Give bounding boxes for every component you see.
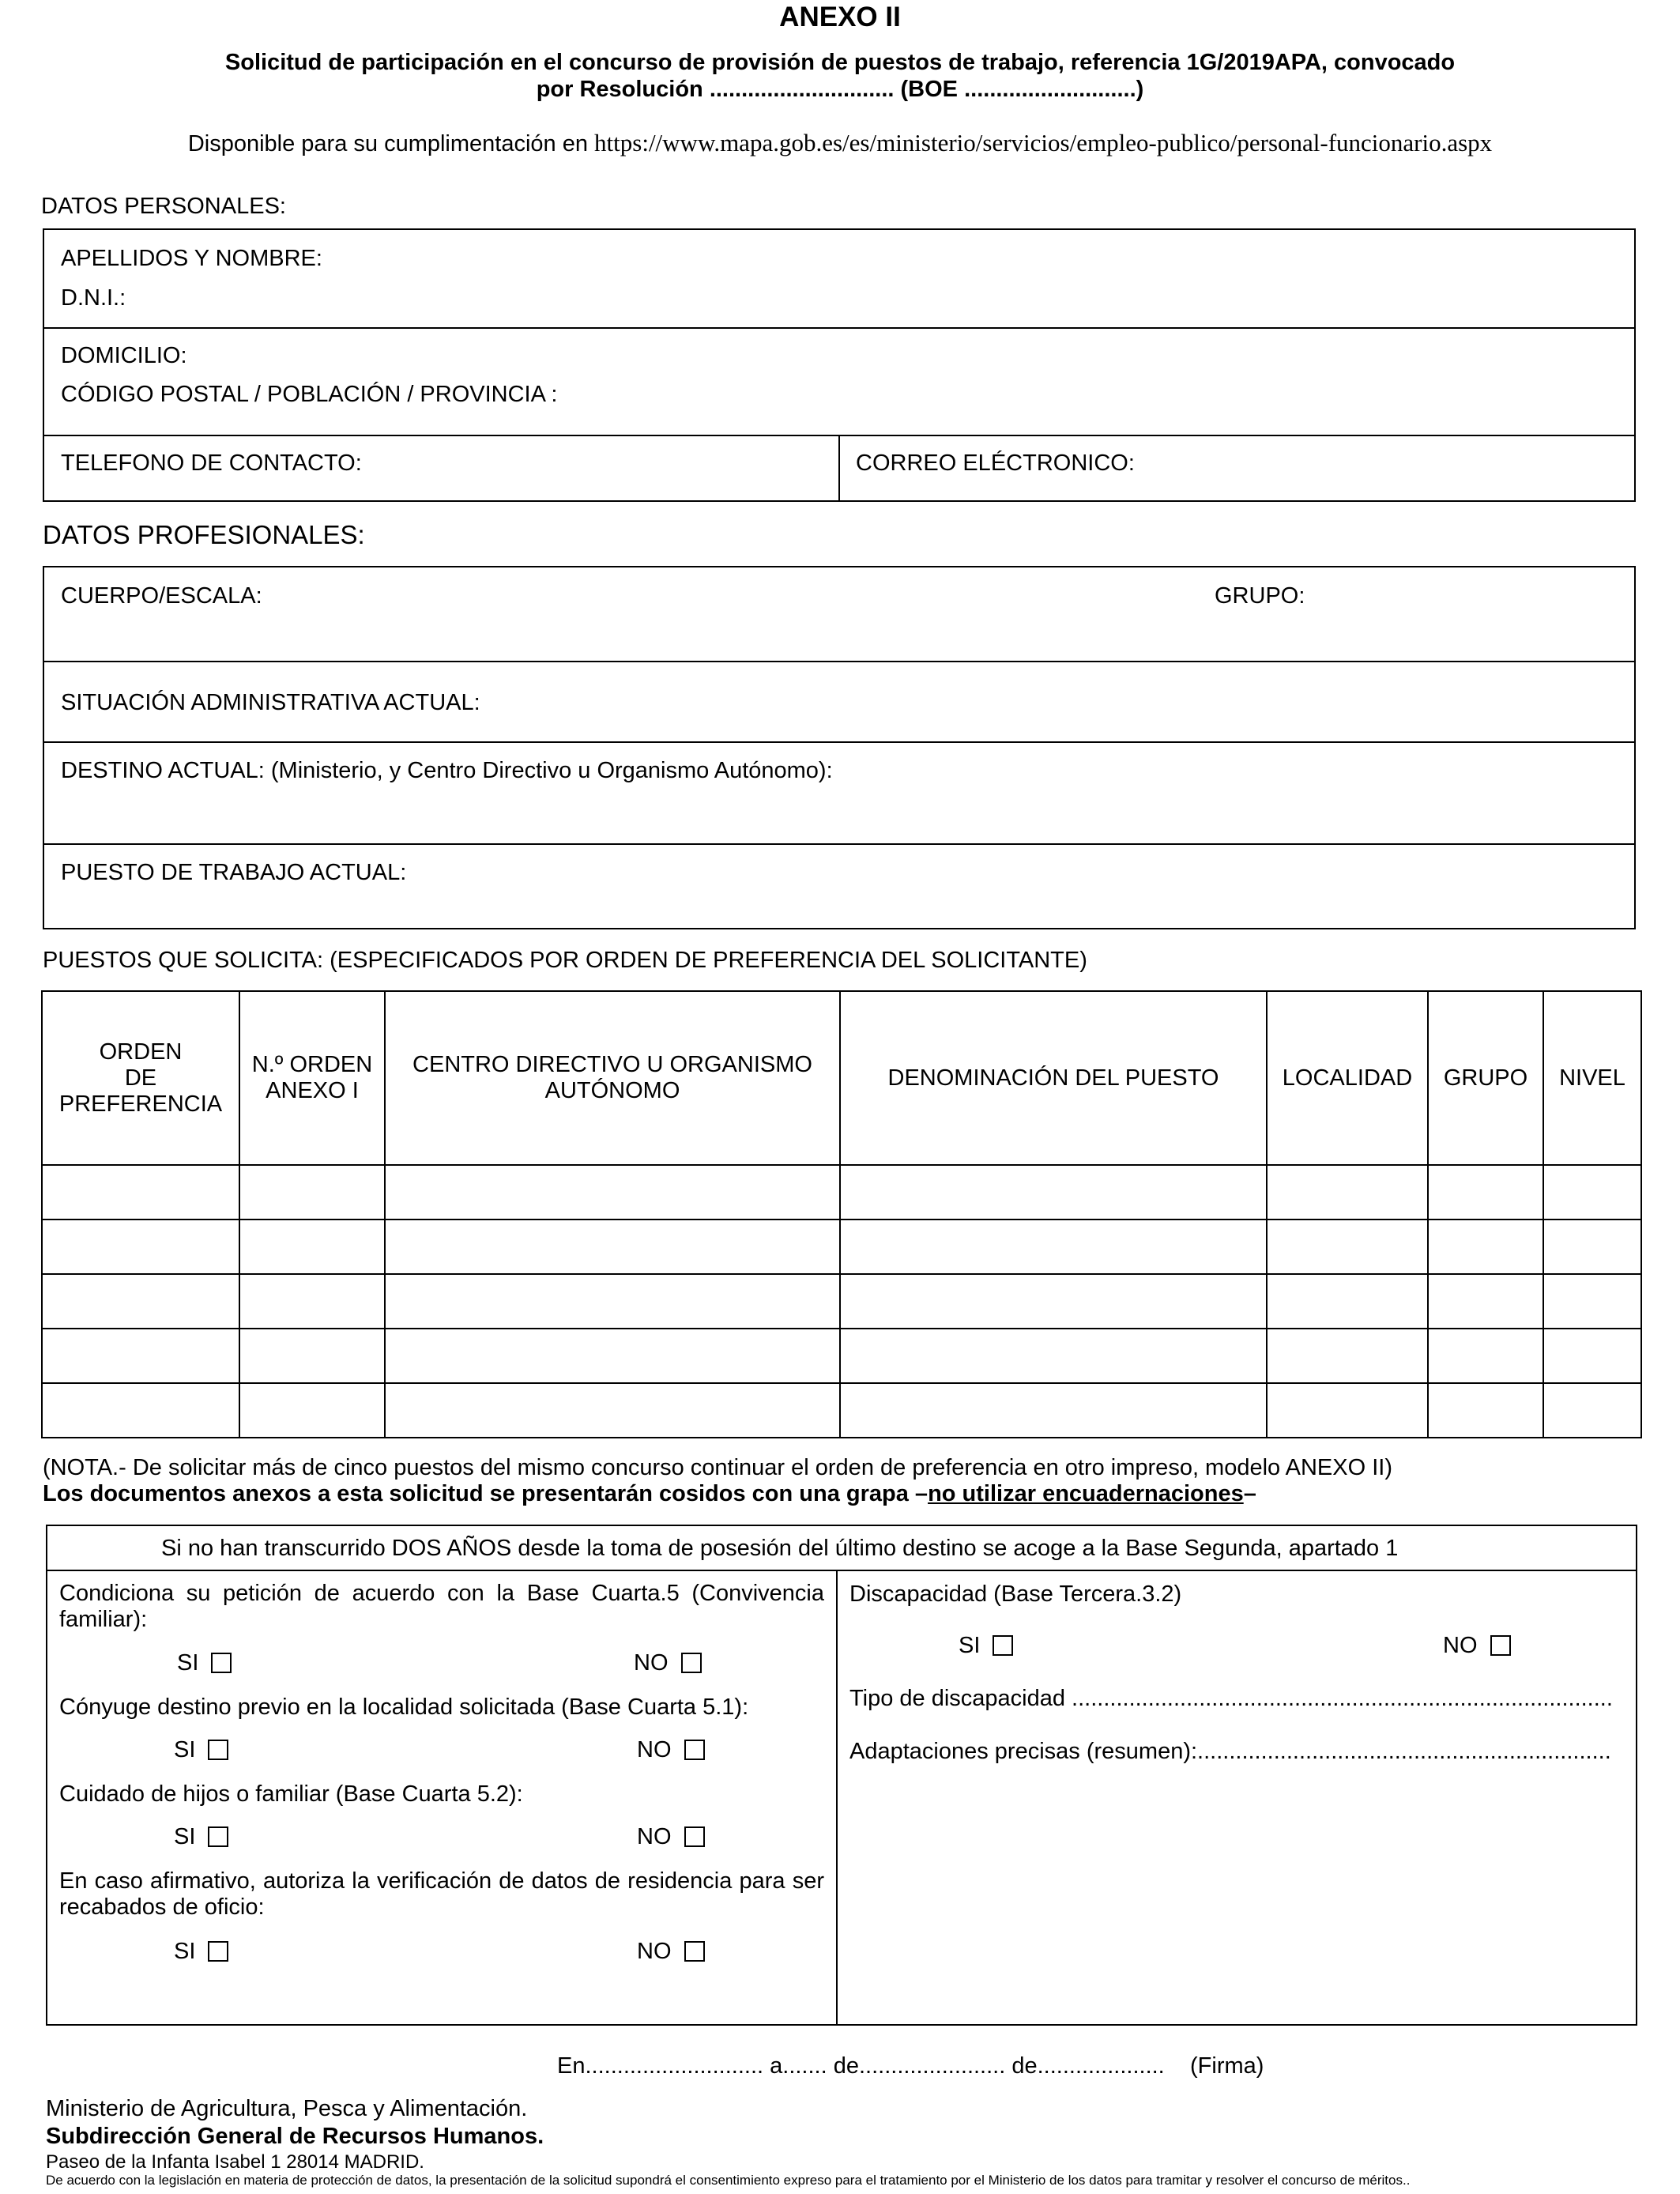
- personal-section-title: DATOS PERSONALES:: [41, 194, 286, 219]
- footer-legal-notice: De acuerdo con la legislación en materia de protección de datos, la presentación de la solicitud supondrá el consentimiento expreso para el tratamiento por el Ministerio de los datos para tramitar y resolver el concurso de méritos..: [46, 2173, 1411, 2188]
- document-subtitle-line1: Solicitud de participación en el concurso de provisión de puestos de trabajo, referencia 1G/2019APA, convocado: [224, 50, 1456, 75]
- table-cell[interactable]: [385, 1329, 840, 1383]
- childcare-no-checkbox[interactable]: [684, 1826, 705, 1847]
- positions-section-title: PUESTOS QUE SOLICITA: (ESPECIFICADOS POR ORDEN DE PREFERENCIA DEL SOLICITANTE): [43, 948, 1087, 973]
- spouse-yes-option[interactable]: [174, 1736, 228, 1763]
- availability-prefix: Disponible para su cumplimentación en: [187, 131, 588, 156]
- table-row: [42, 1329, 1641, 1383]
- yes-label: SI: [177, 1650, 199, 1676]
- signature-firma-label: (Firma): [1190, 2053, 1264, 2079]
- footer-address: Paseo de la Infanta Isabel 1 28014 MADRID.: [46, 2151, 424, 2173]
- name-field-label[interactable]: APELLIDOS Y NOMBRE:: [61, 246, 322, 271]
- table-cell[interactable]: [1267, 1274, 1428, 1329]
- table-cell[interactable]: [42, 1220, 239, 1274]
- table-cell[interactable]: [42, 1274, 239, 1329]
- family-yes-checkbox[interactable]: [211, 1653, 232, 1673]
- no-label: NO: [637, 1824, 672, 1849]
- footer-department: Subdirección General de Recursos Humanos.: [46, 2124, 544, 2149]
- family-no-checkbox[interactable]: [681, 1653, 702, 1673]
- binding-instruction: [43, 1480, 1256, 1507]
- table-cell[interactable]: [1543, 1329, 1641, 1383]
- binding-instruction-emphasis: no utilizar encuadernaciones: [928, 1481, 1244, 1506]
- availability-note: [0, 130, 1680, 157]
- table-cell[interactable]: [840, 1274, 1267, 1329]
- column-header-group: GRUPO: [1428, 991, 1543, 1165]
- positions-header-row: [42, 991, 1641, 1165]
- adaptations-field[interactable]: Adaptaciones precisas (resumen):.................................................................: [849, 1739, 1611, 1764]
- no-label: NO: [634, 1650, 669, 1676]
- conditions-header: Si no han transcurrido DOS AÑOS desde la toma de posesión del último destino se acoge a la Base Segunda, apartado 1: [161, 1536, 1399, 1561]
- professional-section-title: DATOS PROFESIONALES:: [43, 520, 365, 549]
- table-row: [42, 1220, 1641, 1274]
- table-cell[interactable]: [1428, 1329, 1543, 1383]
- dni-field-label[interactable]: D.N.I.:: [61, 285, 126, 311]
- document-title: ANEXO II: [779, 2, 901, 32]
- professional-divider-1: [43, 661, 1636, 662]
- yes-label: SI: [959, 1633, 981, 1658]
- corps-field-label[interactable]: CUERPO/ESCALA:: [61, 583, 262, 609]
- table-cell[interactable]: [385, 1274, 840, 1329]
- table-cell[interactable]: [42, 1383, 239, 1438]
- no-label: NO: [637, 1737, 672, 1762]
- table-cell[interactable]: [239, 1165, 385, 1220]
- table-cell[interactable]: [1543, 1165, 1641, 1220]
- disability-yes-checkbox[interactable]: [993, 1635, 1013, 1656]
- professional-divider-2: [43, 741, 1636, 743]
- nota-text: (NOTA.- De solicitar más de cinco puestos del mismo concurso continuar el orden de preferencia en otro impreso, modelo ANEXO II): [43, 1455, 1392, 1480]
- table-cell[interactable]: [239, 1329, 385, 1383]
- table-row: [42, 1383, 1641, 1438]
- table-cell[interactable]: [385, 1220, 840, 1274]
- table-cell[interactable]: [1428, 1220, 1543, 1274]
- personal-divider-1: [43, 327, 1636, 329]
- childcare-yes-option[interactable]: [174, 1823, 228, 1850]
- column-header-order: ORDEN DE PREFERENCIA: [42, 991, 239, 1165]
- positions-table: [41, 990, 1642, 1438]
- table-cell[interactable]: [42, 1165, 239, 1220]
- verification-yes-option[interactable]: [174, 1938, 228, 1965]
- yes-label: SI: [174, 1824, 196, 1849]
- table-cell[interactable]: [385, 1165, 840, 1220]
- disability-title: Discapacidad (Base Tercera.3.2): [849, 1581, 1182, 1607]
- table-cell[interactable]: [1543, 1220, 1641, 1274]
- childcare-yes-checkbox[interactable]: [208, 1826, 228, 1847]
- postal-field-label[interactable]: CÓDIGO POSTAL / POBLACIÓN / PROVINCIA :: [61, 382, 558, 407]
- table-cell[interactable]: [840, 1329, 1267, 1383]
- column-header-center: CENTRO DIRECTIVO U ORGANISMO AUTÓNOMO: [385, 991, 840, 1165]
- position-field-label[interactable]: PUESTO DE TRABAJO ACTUAL:: [61, 860, 407, 885]
- condition-spouse-question: Cónyuge destino previo en la localidad solicitada (Base Cuarta 5.1):: [59, 1695, 749, 1720]
- table-cell[interactable]: [840, 1383, 1267, 1438]
- table-cell[interactable]: [1267, 1165, 1428, 1220]
- family-yes-option[interactable]: [177, 1649, 232, 1676]
- table-cell[interactable]: [1267, 1329, 1428, 1383]
- yes-label: SI: [174, 1939, 196, 1964]
- situation-field-label[interactable]: SITUACIÓN ADMINISTRATIVA ACTUAL:: [61, 690, 480, 715]
- yes-label: SI: [174, 1737, 196, 1762]
- table-cell[interactable]: [1543, 1274, 1641, 1329]
- table-cell[interactable]: [239, 1274, 385, 1329]
- no-label: NO: [637, 1939, 672, 1964]
- conditions-divider: [46, 1570, 1637, 1571]
- destination-field-label[interactable]: DESTINO ACTUAL: (Ministerio, y Centro Directivo u Organismo Autónomo):: [61, 758, 833, 783]
- condition-verification-question: En caso afirmativo, autoriza la verificación de datos de residencia para ser recabados de oficio:: [59, 1868, 824, 1920]
- table-cell[interactable]: [1543, 1383, 1641, 1438]
- spouse-no-option[interactable]: [637, 1736, 705, 1763]
- binding-instruction-prefix: Los documentos anexos a esta solicitud se presentarán cosidos con una grapa –: [43, 1481, 929, 1506]
- table-cell[interactable]: [840, 1165, 1267, 1220]
- spouse-no-checkbox[interactable]: [684, 1740, 705, 1760]
- address-field-label[interactable]: DOMICILIO:: [61, 343, 187, 368]
- column-header-annex-number: N.º ORDEN ANEXO I: [239, 991, 385, 1165]
- disability-no-option[interactable]: [1443, 1632, 1511, 1659]
- no-label: NO: [1443, 1633, 1478, 1658]
- column-header-position-name: DENOMINACIÓN DEL PUESTO: [840, 991, 1267, 1165]
- email-field-label[interactable]: CORREO ELÉCTRONICO:: [856, 450, 1135, 476]
- table-cell[interactable]: [239, 1220, 385, 1274]
- condition-childcare-question: Cuidado de hijos o familiar (Base Cuarta 5.2):: [59, 1781, 523, 1807]
- phone-field-label[interactable]: TELEFONO DE CONTACTO:: [61, 450, 362, 476]
- table-cell[interactable]: [385, 1383, 840, 1438]
- disability-no-checkbox[interactable]: [1490, 1635, 1511, 1656]
- column-header-locality: LOCALIDAD: [1267, 991, 1428, 1165]
- disability-type-field[interactable]: Tipo de discapacidad .....................................................................................: [849, 1686, 1613, 1711]
- binding-instruction-suffix: –: [1243, 1481, 1256, 1506]
- table-cell[interactable]: [1428, 1274, 1543, 1329]
- table-cell[interactable]: [1428, 1165, 1543, 1220]
- personal-divider-vertical: [838, 435, 840, 502]
- table-cell[interactable]: [1267, 1220, 1428, 1274]
- column-header-level: NIVEL: [1543, 991, 1641, 1165]
- table-cell[interactable]: [239, 1383, 385, 1438]
- document-subtitle-line2: por Resolución ............................. (BOE ...........................): [536, 77, 1144, 102]
- table-row: [42, 1165, 1641, 1220]
- conditions-column-divider: [836, 1570, 838, 2026]
- disability-yes-option[interactable]: [959, 1632, 1013, 1659]
- condition-family-question: Condiciona su petición de acuerdo con la Base Cuarta.5 (Convivencia familiar):: [59, 1581, 824, 1632]
- table-cell[interactable]: [42, 1329, 239, 1383]
- verification-no-checkbox[interactable]: [684, 1941, 705, 1962]
- availability-url[interactable]: https://www.mapa.gob.es/es/ministerio/servicios/empleo-publico/personal-funcionario.aspx: [594, 129, 1493, 156]
- table-cell[interactable]: [1428, 1383, 1543, 1438]
- verification-no-option[interactable]: [637, 1938, 705, 1965]
- group-field-label[interactable]: GRUPO:: [1215, 583, 1305, 609]
- childcare-no-option[interactable]: [637, 1823, 705, 1850]
- family-no-option[interactable]: [634, 1649, 702, 1676]
- table-cell[interactable]: [1267, 1383, 1428, 1438]
- spouse-yes-checkbox[interactable]: [208, 1740, 228, 1760]
- signature-date-line[interactable]: En............................ a....... de....................... de....................: [557, 2053, 1165, 2079]
- table-row: [42, 1274, 1641, 1329]
- verification-yes-checkbox[interactable]: [208, 1941, 228, 1962]
- professional-divider-3: [43, 843, 1636, 845]
- footer-ministry: Ministerio de Agricultura, Pesca y Alimentación.: [46, 2096, 528, 2121]
- table-cell[interactable]: [840, 1220, 1267, 1274]
